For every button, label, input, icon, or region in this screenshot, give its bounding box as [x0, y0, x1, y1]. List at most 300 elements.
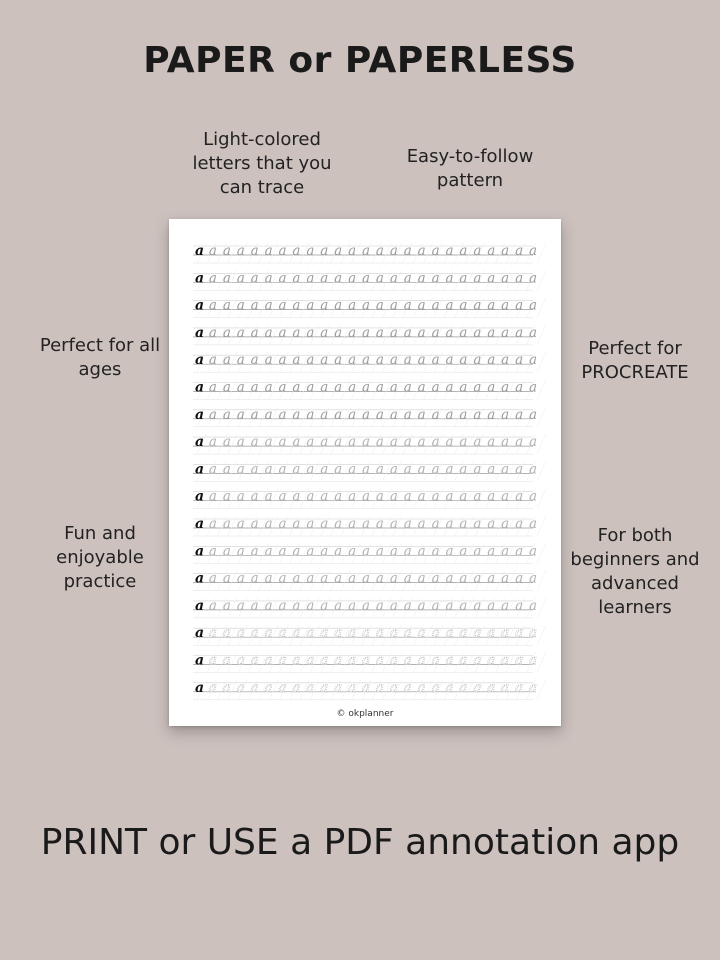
trace-letter: a [403, 324, 412, 341]
trace-letter: a [487, 543, 496, 560]
trace-letter: a [334, 488, 343, 505]
trace-letter: a [264, 270, 273, 287]
trace-letter: a [320, 461, 329, 478]
trace-letter: a [222, 488, 231, 505]
trace-letter: a [264, 406, 273, 423]
trace-letter: a [375, 270, 384, 287]
slant-guide [537, 516, 546, 536]
trace-letter: a [431, 243, 440, 259]
example-letter: a [195, 679, 205, 696]
slant-guide [537, 298, 546, 318]
trace-letter: a [445, 243, 454, 259]
trace-letter: a [306, 570, 315, 587]
slant-guide [537, 598, 546, 618]
trace-letter: a [222, 379, 231, 396]
trace-letter: a [250, 243, 259, 259]
trace-letter: a [348, 243, 357, 259]
trace-letter: a [459, 516, 468, 532]
trace-letter: a [529, 597, 538, 614]
trace-letter: a [236, 652, 245, 669]
trace-letter: a [403, 543, 412, 560]
trace-letter: a [362, 270, 371, 287]
trace-letter: a [431, 461, 440, 478]
trace-letter: a [348, 434, 357, 451]
trace-letter: a [515, 324, 524, 341]
trace-letter: a [403, 243, 412, 259]
trace-letter: a [487, 516, 496, 532]
callout-beginners-advanced: For both beginners and advanced learners [570, 525, 700, 618]
trace-letter: a [278, 488, 287, 505]
trace-letter: a [375, 352, 384, 369]
trace-letter: a [292, 488, 301, 505]
trace-letter: a [278, 297, 287, 314]
trace-letter: a [445, 461, 454, 478]
trace-letter: a [348, 461, 357, 478]
trace-letter: a [487, 297, 496, 314]
trace-letter: a [362, 597, 371, 614]
trace-letter: a [501, 270, 510, 287]
trace-letter: a [515, 379, 524, 396]
trace-letter: a [320, 379, 329, 396]
example-letter: a [195, 434, 205, 451]
trace-letter: a [473, 543, 482, 560]
trace-letter: a [487, 597, 496, 614]
trace-letter: a [292, 243, 301, 259]
trace-letter: a [403, 270, 412, 287]
slant-guide [537, 243, 546, 263]
trace-letter: a [222, 679, 231, 696]
slant-guide [537, 270, 546, 290]
trace-letter: a [403, 352, 412, 369]
trace-letter: a [362, 379, 371, 396]
trace-letter: a [431, 324, 440, 341]
trace-letter: a [515, 516, 524, 532]
trace-letter: a [278, 243, 287, 259]
trace-letter: a [445, 625, 454, 642]
trace-letter: a [264, 570, 273, 587]
trace-letter: a [431, 379, 440, 396]
trace-letter: a [362, 243, 371, 259]
trace-letter: a [417, 406, 426, 423]
trace-letter: a [459, 379, 468, 396]
trace-letter: a [501, 461, 510, 478]
trace-letter: a [403, 625, 412, 642]
trace-letter: a [222, 434, 231, 451]
trace-letter: a [334, 379, 343, 396]
trace-letter: a [431, 570, 440, 587]
trace-letter: a [320, 652, 329, 669]
callout-light-colored-letters: Light-colored letters that you can trace [192, 129, 332, 198]
trace-letter: a [292, 297, 301, 314]
trace-letter: a [292, 516, 301, 532]
trace-letter: a [292, 270, 301, 287]
trace-letter: a [320, 570, 329, 587]
trace-letter: a [389, 679, 398, 696]
trace-letter: a [487, 434, 496, 451]
trace-letter: a [236, 297, 245, 314]
trace-letter: a [501, 652, 510, 669]
trace-letter: a [362, 625, 371, 642]
trace-letter: a [417, 516, 426, 532]
trace-letter: a [375, 324, 384, 341]
trace-letter: a [473, 461, 482, 478]
trace-letter: a [334, 543, 343, 560]
trace-letter: a [389, 652, 398, 669]
slant-guide [537, 571, 546, 591]
trace-letter: a [445, 297, 454, 314]
trace-letter: a [403, 434, 412, 451]
trace-letter: a [208, 461, 217, 478]
trace-letter: a [375, 652, 384, 669]
trace-letter: a [306, 516, 315, 532]
trace-letter: a [529, 243, 538, 259]
trace-letter: a [250, 597, 259, 614]
example-letter: a [195, 461, 205, 478]
trace-letter: a [515, 243, 524, 259]
trace-letter: a [292, 461, 301, 478]
trace-letter: a [487, 625, 496, 642]
trace-letter: a [529, 352, 538, 369]
trace-letter: a [375, 434, 384, 451]
trace-letter: a [334, 324, 343, 341]
trace-letter: a [334, 434, 343, 451]
slant-guide [537, 680, 546, 700]
trace-letter: a [236, 625, 245, 642]
trace-letter: a [389, 243, 398, 259]
trace-letter: a [334, 352, 343, 369]
page-title: PAPER or PAPERLESS [143, 40, 577, 81]
trace-letter: a [529, 488, 538, 505]
trace-letter: a [362, 324, 371, 341]
trace-letter: a [473, 243, 482, 259]
slant-guide [537, 461, 546, 481]
trace-letter: a [292, 379, 301, 396]
trace-letter: a [348, 352, 357, 369]
trace-letter: a [459, 652, 468, 669]
trace-letter: a [459, 597, 468, 614]
trace-letter: a [236, 379, 245, 396]
trace-letter: a [431, 543, 440, 560]
trace-letter: a [487, 324, 496, 341]
trace-letter: a [292, 324, 301, 341]
trace-letter: a [529, 679, 538, 696]
trace-letter: a [264, 488, 273, 505]
trace-letter: a [389, 570, 398, 587]
trace-letter: a [403, 516, 412, 532]
example-letter: a [195, 352, 205, 369]
trace-letter: a [306, 297, 315, 314]
trace-letter: a [250, 652, 259, 669]
slant-guide [537, 625, 546, 645]
trace-letter: a [236, 270, 245, 287]
trace-letter: a [264, 297, 273, 314]
trace-letter: a [515, 406, 524, 423]
trace-letter: a [459, 543, 468, 560]
example-letter: a [195, 406, 205, 423]
trace-letter: a [208, 597, 217, 614]
trace-letter: a [445, 652, 454, 669]
trace-letter: a [320, 488, 329, 505]
trace-letter: a [529, 270, 538, 287]
trace-letter: a [445, 434, 454, 451]
copyright-label: © okplanner [336, 709, 394, 719]
trace-letter: a [501, 352, 510, 369]
trace-letter: a [348, 516, 357, 532]
trace-letter: a [445, 516, 454, 532]
trace-letter: a [306, 379, 315, 396]
trace-letter: a [264, 679, 273, 696]
trace-letter: a [362, 516, 371, 532]
trace-letter: a [529, 652, 538, 669]
trace-letter: a [501, 597, 510, 614]
trace-letter: a [487, 461, 496, 478]
trace-letter: a [278, 406, 287, 423]
trace-letter: a [250, 434, 259, 451]
trace-letter: a [278, 270, 287, 287]
trace-letter: a [417, 597, 426, 614]
trace-letter: a [529, 570, 538, 587]
trace-letter: a [306, 352, 315, 369]
trace-letter: a [208, 297, 217, 314]
trace-letter: a [306, 652, 315, 669]
trace-letter: a [403, 406, 412, 423]
trace-letter: a [222, 406, 231, 423]
trace-letter: a [375, 597, 384, 614]
trace-letter: a [375, 379, 384, 396]
trace-letter: a [501, 297, 510, 314]
trace-letter: a [222, 625, 231, 642]
trace-letter: a [292, 406, 301, 423]
trace-letter: a [264, 625, 273, 642]
trace-letter: a [445, 543, 454, 560]
trace-letter: a [222, 270, 231, 287]
trace-letter: a [264, 597, 273, 614]
trace-letter: a [236, 434, 245, 451]
trace-letter: a [515, 679, 524, 696]
trace-letter: a [473, 270, 482, 287]
trace-letter: a [403, 679, 412, 696]
trace-letter: a [529, 625, 538, 642]
trace-letter: a [264, 652, 273, 669]
trace-letter: a [264, 434, 273, 451]
trace-letter: a [459, 679, 468, 696]
callout-procreate: Perfect for PROCREATE [581, 338, 689, 383]
trace-letter: a [208, 406, 217, 423]
slant-guide [537, 380, 546, 400]
trace-letter: a [320, 352, 329, 369]
trace-letter: a [278, 625, 287, 642]
trace-letter: a [236, 461, 245, 478]
trace-letter: a [208, 243, 217, 259]
callout-all-ages: Perfect for all ages [39, 335, 161, 380]
trace-letter: a [431, 297, 440, 314]
trace-letter: a [264, 243, 273, 259]
trace-letter: a [236, 352, 245, 369]
trace-letter: a [222, 516, 231, 532]
trace-letter: a [236, 516, 245, 532]
trace-letter: a [320, 543, 329, 560]
trace-letter: a [250, 406, 259, 423]
trace-letter: a [515, 597, 524, 614]
trace-letter: a [362, 679, 371, 696]
trace-letter: a [250, 379, 259, 396]
trace-letter: a [222, 352, 231, 369]
trace-letter: a [222, 297, 231, 314]
trace-letter: a [222, 597, 231, 614]
trace-letter: a [208, 352, 217, 369]
trace-letter: a [306, 324, 315, 341]
example-letter: a [195, 243, 205, 259]
trace-letter: a [222, 543, 231, 560]
trace-letter: a [375, 488, 384, 505]
trace-letter: a [348, 488, 357, 505]
trace-letter: a [278, 324, 287, 341]
trace-letter: a [375, 406, 384, 423]
trace-letter: a [417, 652, 426, 669]
example-letter: a [195, 597, 205, 614]
trace-letter: a [431, 679, 440, 696]
trace-letter: a [320, 625, 329, 642]
trace-letter: a [362, 434, 371, 451]
trace-letter: a [264, 516, 273, 532]
trace-letter: a [487, 379, 496, 396]
trace-letter: a [403, 461, 412, 478]
example-letter: a [195, 516, 205, 532]
trace-letter: a [473, 434, 482, 451]
trace-letter: a [445, 679, 454, 696]
trace-letter: a [348, 406, 357, 423]
trace-letter: a [459, 243, 468, 259]
trace-letter: a [292, 543, 301, 560]
trace-letter: a [250, 543, 259, 560]
trace-letter: a [208, 652, 217, 669]
trace-letter: a [487, 352, 496, 369]
trace-letter: a [417, 243, 426, 259]
trace-letter: a [306, 434, 315, 451]
trace-letter: a [278, 652, 287, 669]
trace-letter: a [515, 352, 524, 369]
trace-letter: a [445, 270, 454, 287]
trace-letter: a [389, 379, 398, 396]
trace-letter: a [348, 652, 357, 669]
trace-letter: a [292, 679, 301, 696]
trace-letter: a [278, 352, 287, 369]
trace-letter: a [208, 324, 217, 341]
trace-letter: a [250, 352, 259, 369]
trace-letter: a [417, 543, 426, 560]
trace-letter: a [389, 352, 398, 369]
trace-letter: a [306, 243, 315, 259]
trace-letter: a [362, 488, 371, 505]
trace-letter: a [320, 597, 329, 614]
trace-letter: a [320, 324, 329, 341]
trace-letter: a [292, 352, 301, 369]
trace-letter: a [334, 679, 343, 696]
trace-letter: a [445, 488, 454, 505]
trace-letter: a [403, 488, 412, 505]
slant-guide [537, 352, 546, 372]
trace-letter: a [236, 543, 245, 560]
trace-letter: a [473, 679, 482, 696]
trace-letter: a [306, 488, 315, 505]
slant-guide [537, 543, 546, 563]
trace-letter: a [278, 379, 287, 396]
trace-letter: a [236, 324, 245, 341]
trace-letter: a [515, 625, 524, 642]
trace-letter: a [375, 543, 384, 560]
trace-letter: a [389, 297, 398, 314]
trace-letter: a [250, 488, 259, 505]
trace-letter: a [459, 625, 468, 642]
trace-letter: a [250, 625, 259, 642]
trace-letter: a [292, 597, 301, 614]
trace-letter: a [375, 570, 384, 587]
trace-letter: a [487, 652, 496, 669]
trace-letter: a [473, 379, 482, 396]
trace-letter: a [250, 324, 259, 341]
trace-letter: a [487, 270, 496, 287]
trace-letter: a [334, 625, 343, 642]
trace-letter: a [459, 434, 468, 451]
trace-letter: a [473, 652, 482, 669]
trace-letter: a [445, 570, 454, 587]
trace-letter: a [403, 379, 412, 396]
trace-letter: a [459, 297, 468, 314]
trace-letter: a [208, 434, 217, 451]
trace-letter: a [487, 570, 496, 587]
trace-letter: a [208, 270, 217, 287]
trace-letter: a [487, 488, 496, 505]
trace-letter: a [389, 597, 398, 614]
trace-letter: a [417, 297, 426, 314]
trace-letter: a [473, 488, 482, 505]
slant-guide [537, 489, 546, 509]
trace-letter: a [236, 243, 245, 259]
trace-letter: a [515, 434, 524, 451]
trace-letter: a [362, 406, 371, 423]
trace-letter: a [417, 434, 426, 451]
trace-letter: a [334, 243, 343, 259]
trace-letter: a [348, 625, 357, 642]
trace-letter: a [389, 406, 398, 423]
trace-letter: a [334, 297, 343, 314]
example-letter: a [195, 324, 205, 341]
trace-letter: a [529, 379, 538, 396]
trace-letter: a [208, 570, 217, 587]
trace-letter: a [459, 488, 468, 505]
trace-letter: a [529, 324, 538, 341]
trace-letter: a [306, 679, 315, 696]
trace-letter: a [431, 652, 440, 669]
trace-letter: a [529, 406, 538, 423]
trace-letter: a [375, 297, 384, 314]
trace-letter: a [292, 434, 301, 451]
trace-letter: a [264, 543, 273, 560]
trace-letter: a [250, 297, 259, 314]
slant-guide [537, 653, 546, 673]
trace-letter: a [389, 461, 398, 478]
trace-letter: a [250, 270, 259, 287]
trace-letter: a [389, 434, 398, 451]
trace-letter: a [515, 297, 524, 314]
trace-letter: a [250, 570, 259, 587]
trace-letter: a [459, 406, 468, 423]
trace-letter: a [222, 243, 231, 259]
trace-letter: a [306, 625, 315, 642]
trace-letter: a [334, 516, 343, 532]
trace-letter: a [208, 625, 217, 642]
trace-letter: a [222, 461, 231, 478]
